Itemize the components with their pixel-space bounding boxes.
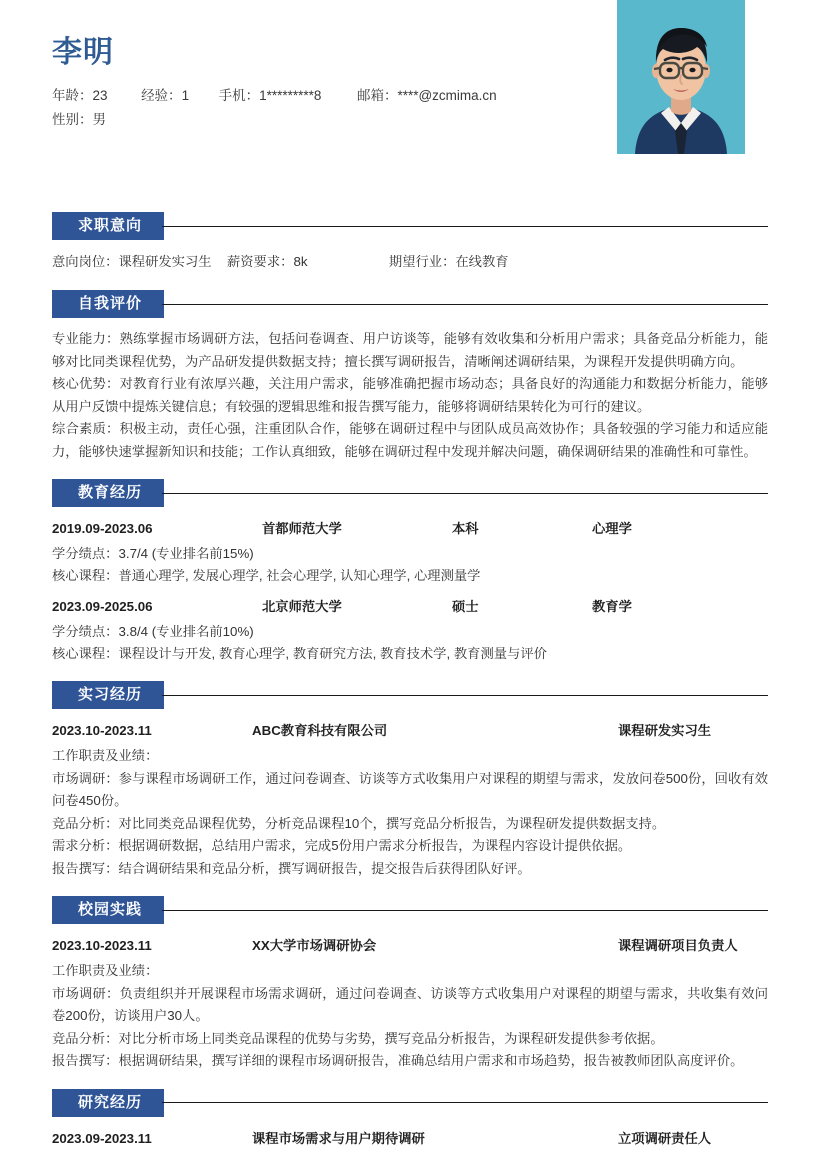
self-evaluation-paragraph: 综合素质：积极主动，责任心强，注重团队合作，能够在调研过程中与团队成员高效协作；具备较强的学习能力和适应能力，能够快速掌握新知识和技能；工作认真细致，能够在调研过程中发现并解决问题，确保调研结果的准确性和可靠性。 (52, 421, 768, 459)
internship-organization: ABC教育科技有限公司 (252, 723, 388, 738)
campus-practice-role: 课程调研项目负责人 (618, 938, 738, 953)
education-entry (52, 595, 768, 665)
resume-header (52, 0, 768, 196)
phone-label: 手机： (218, 88, 260, 103)
section-header-job-intention (52, 212, 768, 240)
section-job-intention (52, 212, 768, 274)
experience-value: 1 (181, 88, 190, 103)
education-school: 北京师范大学 (262, 599, 342, 614)
section-header-campus-practice (52, 896, 768, 924)
education-entry-header (52, 517, 768, 541)
research-entry (52, 1127, 768, 1151)
age-field (52, 84, 108, 108)
age-value: 23 (92, 88, 108, 103)
intent-position-label: 意向岗位： (52, 254, 119, 269)
campus-practice-entry (52, 934, 768, 1073)
phone-value: 1*********8 (259, 88, 322, 103)
campus-practice-duties (52, 960, 768, 1073)
education-gpa-row (52, 621, 768, 643)
candidate-name: 李明 (52, 36, 114, 69)
age-label: 年龄： (52, 88, 93, 103)
internship-entry-header (52, 719, 768, 743)
experience-field (141, 84, 189, 108)
campus-practice-duty-item: 竞品分析：对比分析市场上同类竞品课程的优势与劣势，撰写竞品分析报告，为课程研发提供参考依据。 (52, 1030, 664, 1046)
research-role: 立项调研责任人 (618, 1130, 712, 1146)
internship-duty-item: 市场调研：参与课程市场调研工作，通过问卷调查、访谈等方式收集用户对课程的期望与需求，发放问卷500份，回收有效问卷450份。 (52, 770, 768, 808)
portrait-photo-graphic (617, 0, 745, 154)
email-value: ****@zcmima.cn (397, 88, 497, 103)
section-title-internship: 实习经历 (52, 681, 164, 709)
research-entry-header (52, 1127, 768, 1151)
gender-field (52, 108, 106, 132)
intent-salary-label: 薪资要求： (226, 254, 294, 269)
education-major: 心理学 (592, 521, 632, 536)
section-header-research (52, 1089, 768, 1117)
section-divider (162, 493, 768, 494)
section-divider (162, 1102, 768, 1103)
internship-duties (52, 745, 768, 880)
research-period: 2023.09-2023.11 (52, 1130, 152, 1146)
education-entry (52, 517, 768, 587)
education-gpa-value: 3.7/4 (专业排名前15%) (118, 546, 254, 561)
section-header-education (52, 479, 768, 507)
email-label: 邮箱： (356, 88, 398, 103)
education-period: 2023.09-2025.06 (52, 599, 153, 614)
education-gpa-row (52, 543, 768, 565)
section-divider (162, 304, 768, 305)
phone-field (219, 84, 322, 108)
intent-position-value: 课程研发实习生 (118, 254, 212, 269)
section-title-education: 教育经历 (52, 479, 164, 507)
education-gpa-label: 学分绩点： (52, 624, 119, 639)
section-research (52, 1089, 768, 1151)
education-period: 2019.09-2023.06 (52, 521, 153, 536)
campus-practice-duty-item: 报告撰写：根据调研结果，撰写详细的课程市场调研报告，准确总结用户需求和市场趋势，报告被教师团队高度评价。 (52, 1053, 744, 1068)
campus-practice-duty-item: 市场调研：负责组织并开展课程市场需求调研，通过问卷调查、访谈等方式收集用户对课程的期望与需求，共收集有效问卷200份，访谈用户30人。 (52, 985, 768, 1023)
education-gpa-value: 3.8/4 (专业排名前10%) (118, 624, 254, 639)
job-intention-row (52, 250, 768, 274)
education-courses-row (52, 643, 768, 665)
section-title-job-intention: 求职意向 (52, 212, 164, 240)
portrait-photo (617, 0, 745, 154)
section-title-self-evaluation: 自我评价 (52, 290, 164, 318)
research-organization: 课程市场需求与用户期待调研 (252, 1130, 425, 1146)
section-self-evaluation (52, 290, 768, 463)
section-title-research: 研究经历 (52, 1089, 164, 1117)
education-degree: 硕士 (452, 599, 479, 614)
self-evaluation-paragraph: 核心优势：对教育行业有浓厚兴趣，关注用户需求，能够准确把握市场动态；具备良好的沟通能力和数据分析能力，能够从用户反馈中提炼关键信息；有较强的逻辑思维和报告撰写能力，能够将调研结果转化为可行的建议。 (52, 376, 768, 414)
internship-duty-item: 竞品分析：对比同类竞品课程优势，分析竞品课程10个，撰写竞品分析报告，为课程研发提供数据支持。 (52, 815, 666, 831)
gender-label: 性别： (52, 112, 93, 127)
education-courses-value: 课程设计与开发, 教育心理学, 教育研究方法, 教育技术学, 教育测量与评价 (118, 646, 547, 661)
section-internship (52, 681, 768, 880)
gender-value: 男 (92, 112, 106, 127)
section-divider (162, 226, 768, 227)
section-education (52, 479, 768, 665)
education-school: 首都师范大学 (262, 521, 342, 536)
internship-role: 课程研发实习生 (618, 723, 712, 738)
internship-duty-item: 报告撰写：结合调研结果和竞品分析，撰写调研报告，提交报告后获得团队好评。 (52, 860, 531, 876)
education-courses-row (52, 565, 768, 587)
campus-practice-entry-header (52, 934, 768, 958)
education-entry-header (52, 595, 768, 619)
experience-label: 经验： (141, 88, 182, 103)
campus-practice-period: 2023.10-2023.11 (52, 938, 152, 953)
email-field (357, 84, 497, 108)
section-header-internship (52, 681, 768, 709)
self-evaluation-paragraph: 专业能力：熟练掌握市场调研方法，包括问卷调查、用户访谈等，能够有效收集和分析用户需求；具备竞品分析能力，能够对比同类课程优势，为产品研发提供数据支持；擅长撰写调研报告，清晰阐述调研结果，为课程开发提供明确方向。 (52, 331, 768, 369)
education-major: 教育学 (592, 599, 632, 614)
section-header-self-evaluation (52, 290, 768, 318)
education-courses-value: 普通心理学, 发展心理学, 社会心理学, 认知心理学, 心理测量学 (118, 568, 481, 583)
education-gpa-label: 学分绩点： (52, 546, 119, 561)
section-campus-practice (52, 896, 768, 1073)
intent-salary-value: 8k (293, 254, 308, 269)
intent-industry-value: 在线教育 (455, 254, 509, 269)
internship-period: 2023.10-2023.11 (52, 723, 152, 738)
internship-duty-item: 需求分析：根据调研数据，总结用户需求，完成5份用户需求分析报告，为课程内容设计提供依据。 (52, 838, 632, 853)
campus-practice-duties-label: 工作职责及业绩： (52, 963, 159, 978)
section-title-campus-practice: 校园实践 (52, 896, 164, 924)
section-divider (162, 695, 768, 696)
education-courses-label: 核心课程： (52, 568, 119, 583)
intent-industry-label: 期望行业： (388, 254, 456, 269)
internship-duties-label: 工作职责及业绩： (52, 748, 159, 763)
education-degree: 本科 (452, 521, 479, 536)
education-courses-label: 核心课程： (52, 646, 119, 661)
campus-practice-organization: XX大学市场调研协会 (252, 938, 377, 953)
section-divider (162, 910, 768, 911)
internship-entry (52, 719, 768, 880)
